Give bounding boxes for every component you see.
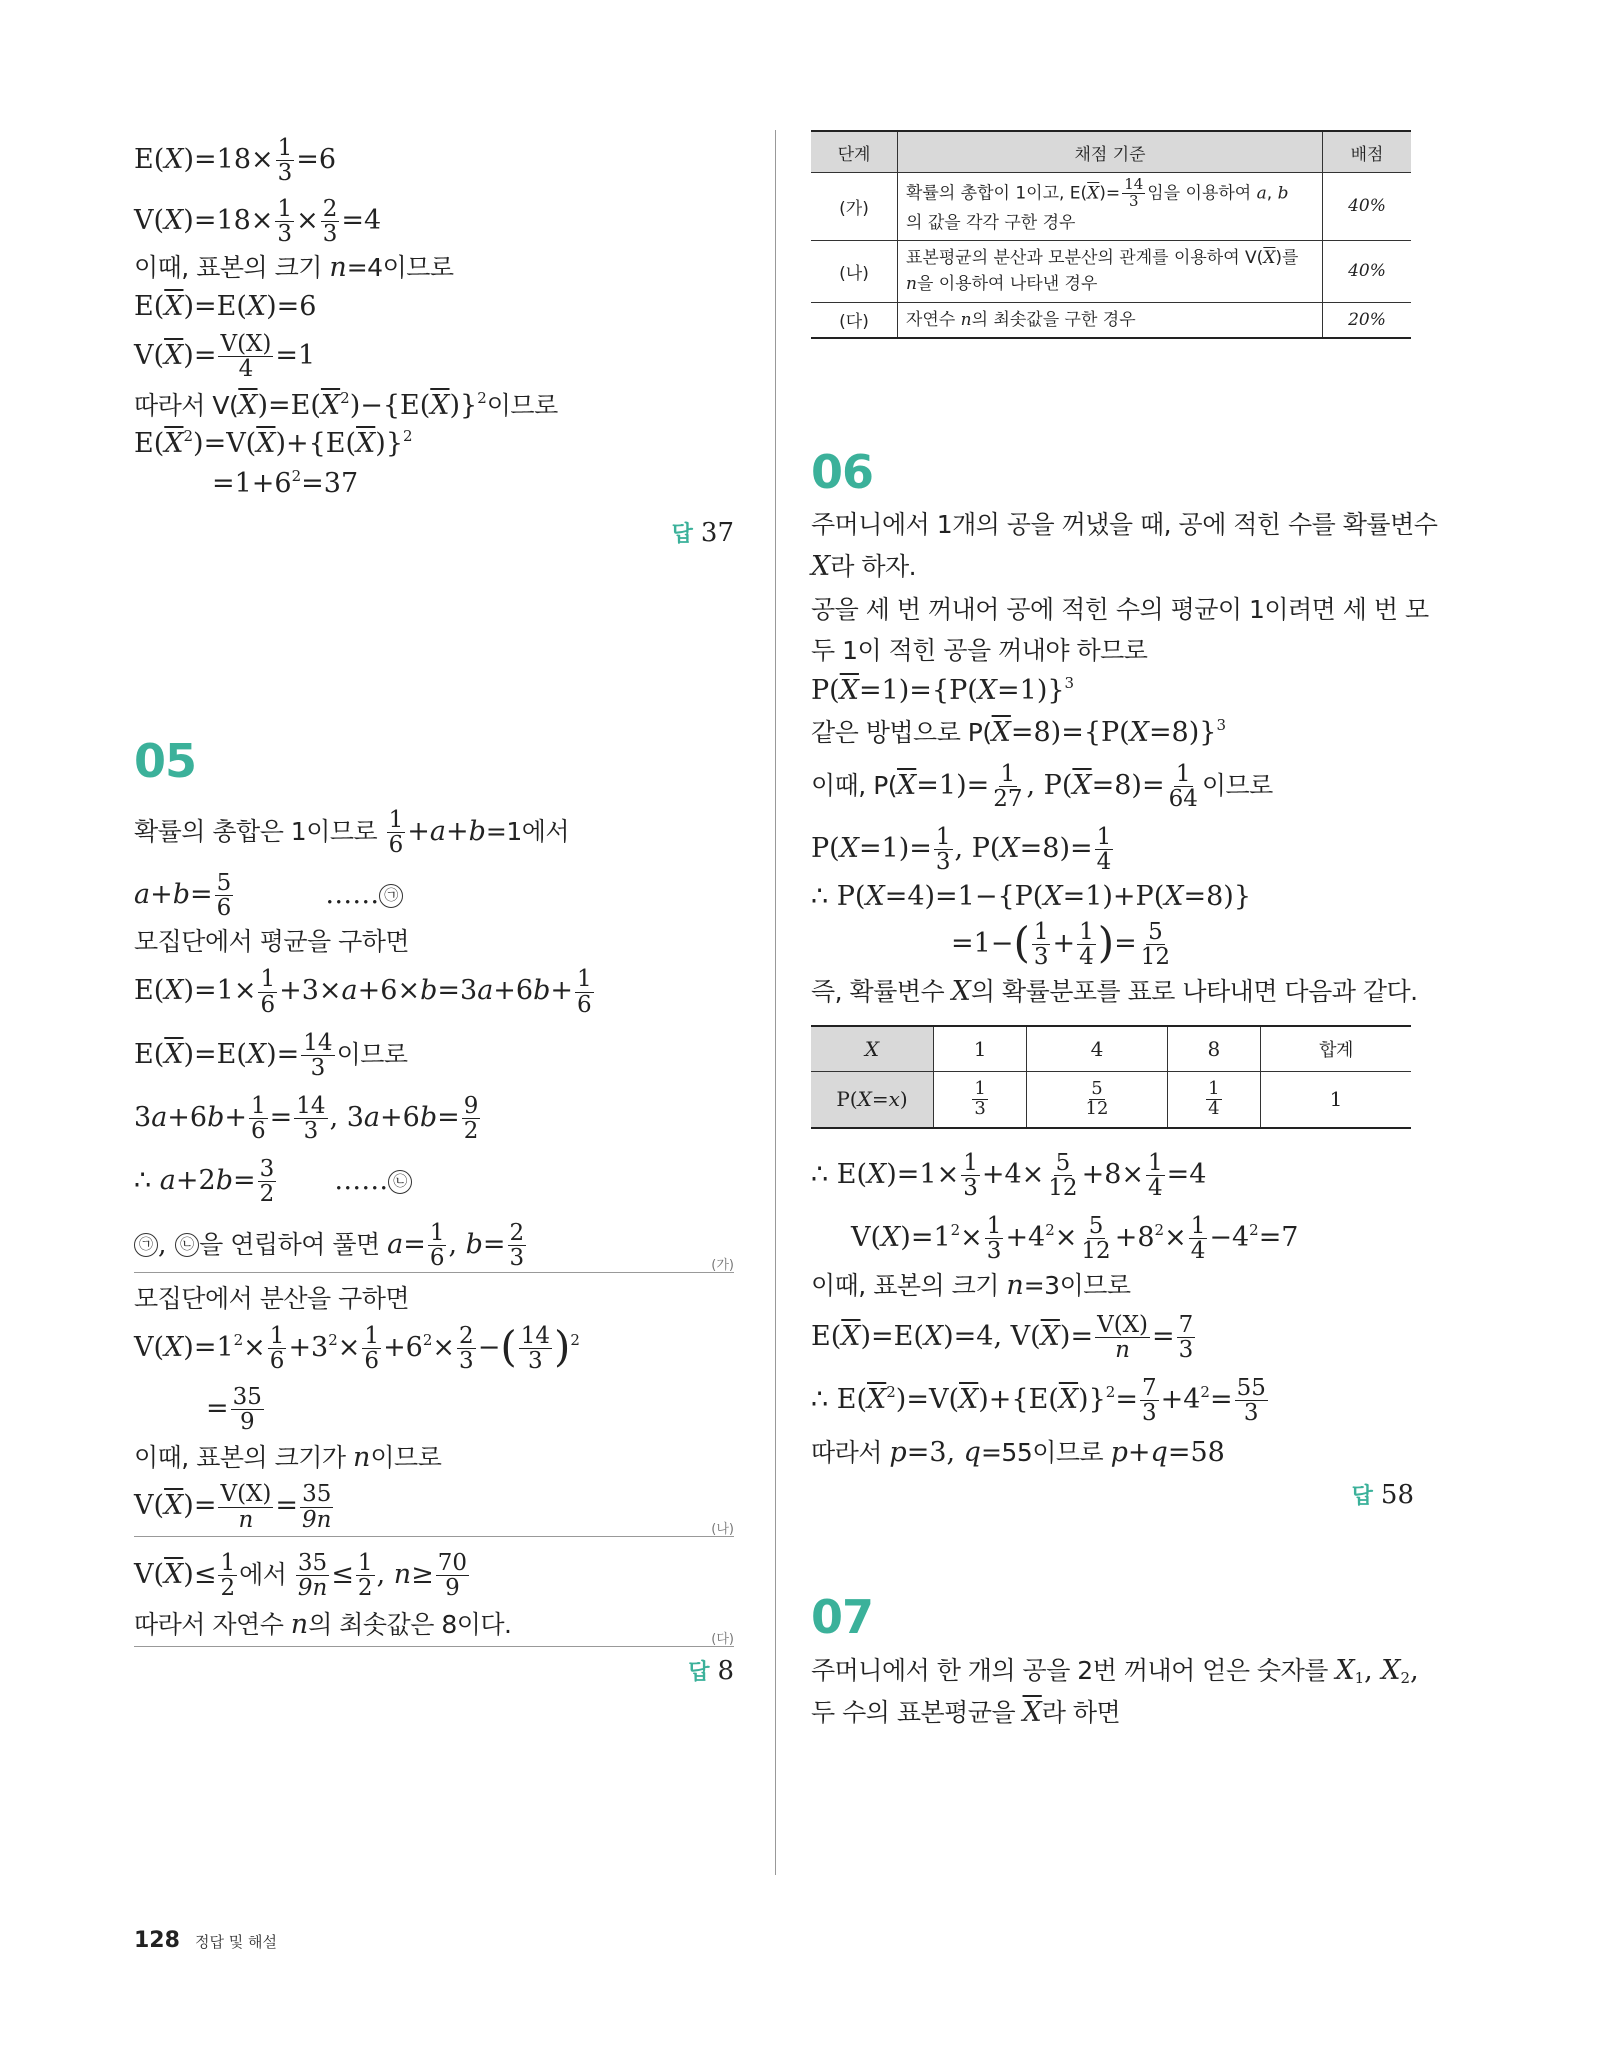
eq-line: = $\frac{35}{9}$ [206,1384,262,1436]
text-line: 즉, 확률변수 X의 확률분포를 표로 나타내면 다음과 같다. [811,976,1418,1008]
eq-line: $P(\overline{X}=1)=\{P(X=1)\}^3$ [811,674,1075,707]
text-line: 모집단에서 분산을 구하면 [134,1283,410,1313]
table-cell: X [811,1026,934,1072]
grading-table [811,130,1411,339]
left-column [134,130,734,1686]
eq-line: $V(X)=1^2\times$ $\frac{1}{6}$ $+3^2\times$ $\frac{1}{6}$ $+6^2\times$ $\frac{2}{3}$ −( $\frac{14}{3}$ )$^2$ [134,1322,580,1375]
text-line: 이때, 표본의 크기 n=4이므로 [134,251,454,283]
eq-line: E(X)=1× $\frac{1}{6}$ +3×a+6×b=3a+6b+ $\frac{1}{6}$ [134,966,592,1018]
table-header: 배점 [1323,131,1412,173]
score-cell: 20% [1323,302,1412,338]
criteria-cell: 자연수 n의 최솟값을 구한 경우 [898,302,1323,338]
text-line: 공을 세 번 꺼내어 공에 적힌 수의 평균이 1이려면 세 번 모 [811,594,1429,624]
eq-line: $=1+6^2=37$ [212,466,359,499]
step-label: (가) [711,1257,734,1273]
eq-line: $E(\overline{X}^2)=V(\overline{X})+\{E(\overline{X})\}^2$ [134,427,413,460]
step-cell: (나) [811,240,898,302]
criteria-cell: 표본평균의 분산과 모분산의 관계를 이용하여 $V(\overline{X})$를 n을 이용하여 나타낸 경우 [898,240,1323,302]
text-line: 주머니에서 1개의 공을 꺼냈을 때, 공에 적힌 수를 확률변수 [811,509,1438,539]
table-header: 단계 [811,131,898,173]
eq-line: ∴ E(X)=1× $\frac{1}{3}$ +4× $\frac{5}{12}$ +8× $\frac{1}{4}$ =4 [811,1149,1207,1201]
answer-58: 답 58 [1351,1480,1414,1511]
eq-line: 3a+6b+ $\frac{1}{6}$ = $\frac{14}{3}$ , 3a+6b= $\frac{9}{2}$ [134,1092,479,1145]
table-cell: 합계 [1260,1026,1411,1072]
answer-37: 답 37 [671,517,734,548]
text-line: 모집단에서 평균을 구하면 [134,927,410,957]
step-label: (다) [711,1631,734,1647]
criteria-cell: 확률의 총합이 1이고, $E(\overline{X})=$ $\frac{14}{3}$ 임을 이용하여 a, b 의 값을 각각 구한 경우 [898,173,1323,241]
table-cell: 4 [1027,1026,1168,1072]
footer-title: 정답 및 해설 [195,1933,278,1951]
table-row [811,240,1411,302]
table-cell: P(X=x) [811,1072,934,1128]
eq-line: 같은 방법으로 $P(\overline{X}=8)=\{P(X=8)\}^3$ [811,716,1226,749]
step-label: (나) [711,1521,734,1537]
circle-1-icon: ㉠ [379,884,403,908]
eq-vxbar: $V(\overline{X})=$ $\frac{V(X)}{4}$ =1 [134,331,316,383]
table-cell: 1 [934,1026,1027,1072]
eq-line: 확률의 총합은 1이므로 $\frac{1}{6}$ +a+b=1에서 [134,806,570,858]
eq-line: $V(\overline{X})\le$ $\frac{1}{2}$ 에서 $\frac{35}{9n}$ ≤ $\frac{1}{2}$ , n≥ $\frac{70}{9}$ [134,1549,468,1601]
eq-line: ∴ a+2b= $\frac{3}{2}$ …… ㉡ [134,1157,734,1206]
eq-line: 이때, $P(\overline{X}=1)=$ $\frac{1}{27}$ , $P(\overline{X}=8)=$ $\frac{1}{64}$ 이므로 [811,760,1273,813]
text-line: 두 수의 표본평균을 $\overline{X}$라 하면 [811,1697,1121,1729]
table-row [811,1072,1411,1128]
text-line: X라 하자. [811,551,917,583]
section-number-06: 06 [811,444,874,499]
circle-1-icon: ㉠ [134,1233,158,1257]
step-cell: (가) [811,173,898,241]
table-header: 채점 기준 [898,131,1323,173]
column-divider [775,130,776,1875]
table-cell: 1 [1260,1072,1411,1128]
eq-line: $E(\overline{X})=E(X)=$ $\frac{14}{3}$ 이므로 [134,1029,408,1081]
eq-line: 따라서 $V(\overline{X})=E(\overline{X}^2)-\{E(\overline{X})\}^2$이므로 [134,389,558,422]
step-cell: (다) [811,302,898,338]
eq-line: ㉠ , ㉡ 을 연립하여 풀면 a= $\frac{1}{6}$ , b= $\frac{2}{3}$ [134,1221,734,1270]
text-line: 주머니에서 한 개의 공을 2번 꺼내어 얻은 숫자를 $X_1$, $X_2$, [811,1655,1419,1688]
eq-line: $V(\overline{X})=$ $\frac{V(X)}{n}$ = $\frac{35}{9n}$ [134,1481,332,1533]
eq-line: a+b= $\frac{5}{6}$ …… ㉠ [134,871,734,920]
score-cell: 40% [1323,240,1412,302]
eq-vx: V(X)=18× $\frac{1}{3}$ × $\frac{2}{3}$ =4 [134,196,382,248]
table-row [811,302,1411,338]
step-divider [134,1257,734,1273]
page-footer [134,1928,277,1953]
eq-line: ∴ P(X=4)=1−{P(X=1)+P(X=8)} [811,881,1251,913]
step-divider [134,1631,734,1647]
table-header-row [811,131,1411,173]
eq-line: $V(X)=1^2\times$ $\frac{1}{3}$ $+4^2\times$ $\frac{5}{12}$ $+8^2\times$ $\frac{1}{4}$ $-4^2=7$ [851,1213,1299,1265]
page-number: 128 [134,1928,180,1953]
step-divider [134,1521,734,1537]
text-line: 두 1이 적힌 공을 꺼내야 하므로 [811,636,1148,666]
text-line: 따라서 자연수 n의 최솟값은 8이다. [134,1608,512,1640]
text-line: 따라서 p=3, q=55이므로 p+q=58 [811,1436,1225,1468]
circle-2-icon: ㉡ [175,1233,199,1257]
section-number-07: 07 [811,1590,874,1645]
text-line: 이때, 표본의 크기가 n이므로 [134,1441,442,1473]
eq-line: P(X=1)= $\frac{1}{3}$ , P(X=8)= $\frac{1}{4}$ [811,824,1112,876]
score-cell: 40% [1323,173,1412,241]
eq-line: =1−( $\frac{1}{3}$ + $\frac{1}{4}$ )= $\frac{5}{12}$ [951,918,1171,971]
answer-8: 답 8 [688,1655,734,1686]
table-row [811,173,1411,241]
circle-2-icon: ㉡ [388,1170,412,1194]
eq-exbar: $E(\overline{X})=E(X)=6$ [134,291,317,323]
section-number-05: 05 [134,733,197,788]
table-cell: $\frac{1}{4}$ [1167,1072,1260,1128]
table-cell: $\frac{5}{12}$ [1027,1072,1168,1128]
eq-line: ∴ $E(\overline{X}^2)=V(\overline{X})+\{E(\overline{X})\}^2=$ $\frac{7}{3}$ $+4^2=$ $\frac{55}{3}$ [811,1375,1266,1427]
distribution-table [811,1025,1411,1129]
table-row [811,1026,1411,1072]
right-column [811,130,1438,1730]
table-cell: $\frac{1}{3}$ [934,1072,1027,1128]
eq-line: $E(\overline{X})=E(X)=4$, $V(\overline{X})=$ $\frac{V(X)}{n}$ = $\frac{7}{3}$ [811,1312,1194,1364]
table-cell: 8 [1167,1026,1260,1072]
eq-ex: E(X)=18× $\frac{1}{3}$ =6 [134,135,337,187]
text-line: 이때, 표본의 크기 n=3이므로 [811,1270,1131,1302]
